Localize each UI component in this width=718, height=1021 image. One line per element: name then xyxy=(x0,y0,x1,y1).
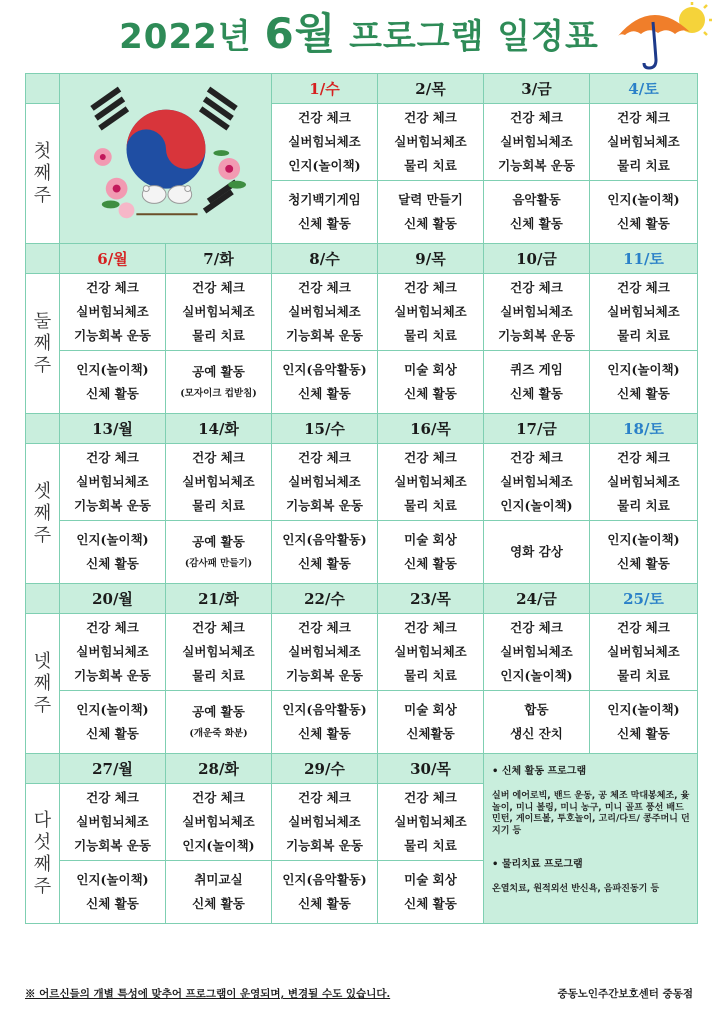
morning-activity-cell xyxy=(378,784,484,861)
morning-activity-line: 건강 체크 xyxy=(86,450,139,465)
week-label xyxy=(26,444,60,584)
afternoon-activity-line: 음악활동 xyxy=(512,192,561,207)
page-title xyxy=(0,6,718,62)
week-label xyxy=(26,104,60,244)
morning-activity-line: 실버힘뇌체조 xyxy=(500,134,573,149)
afternoon-activity-line: 인지(놀이책) xyxy=(76,362,149,377)
afternoon-activity-cell xyxy=(272,351,378,414)
morning-activity-line: 건강 체크 xyxy=(510,280,563,295)
morning-activity-cell xyxy=(272,614,378,691)
afternoon-activity-line: 청기백기게임 xyxy=(288,192,361,207)
morning-activity-line: 건강 체크 xyxy=(298,790,351,805)
morning-activity-line: 실버힘뇌체조 xyxy=(288,134,361,149)
morning-activity-cell xyxy=(166,784,272,861)
date-header: 13/월 xyxy=(60,414,166,444)
morning-activity-cell xyxy=(60,274,166,351)
afternoon-row xyxy=(26,521,698,584)
date-header: 8/수 xyxy=(272,244,378,274)
morning-activity-line: 물리 치료 xyxy=(404,838,457,853)
morning-activity-cell xyxy=(590,444,698,521)
date-header: 29/수 xyxy=(272,754,378,784)
notes-title-therapy: • 물리치료 프로그램 xyxy=(492,859,583,870)
week-label-char: 주 xyxy=(33,875,52,897)
afternoon-activity-line: 인지(놀이책) xyxy=(607,192,680,207)
morning-activity-cell xyxy=(60,784,166,861)
date-header: 21/화 xyxy=(166,584,272,614)
afternoon-row xyxy=(26,351,698,414)
morning-activity-line: 실버힘뇌체조 xyxy=(182,304,255,319)
morning-activity-line: 건강 체크 xyxy=(617,110,670,125)
afternoon-activity-line: 생신 잔치 xyxy=(510,726,563,741)
date-header: 14/화 xyxy=(166,414,272,444)
afternoon-activity-cell xyxy=(378,691,484,754)
morning-activity-line: 건강 체크 xyxy=(404,280,457,295)
afternoon-activity-line: 신체 활동 xyxy=(298,386,351,401)
corner-cell xyxy=(26,414,60,444)
week-label-char: 째 xyxy=(33,502,52,524)
morning-activity-line: 실버힘뇌체조 xyxy=(500,304,573,319)
afternoon-activity-cell xyxy=(272,861,378,924)
program-notes xyxy=(484,754,698,924)
week-label xyxy=(26,614,60,754)
afternoon-activity-cell xyxy=(590,351,698,414)
afternoon-activity-cell xyxy=(166,521,272,584)
week-label-char: 째 xyxy=(33,853,52,875)
morning-activity-line: 실버힘뇌체조 xyxy=(76,304,149,319)
afternoon-activity-line: 인지(음악활동) xyxy=(282,702,367,717)
morning-activity-cell xyxy=(484,104,590,181)
morning-activity-line: 건강 체크 xyxy=(404,620,457,635)
morning-activity-line: 기능회복 운동 xyxy=(74,668,151,683)
morning-activity-line: 실버힘뇌체조 xyxy=(76,474,149,489)
afternoon-activity-cell xyxy=(484,181,590,244)
afternoon-activity-cell xyxy=(378,351,484,414)
afternoon-activity-line: 신체 활동 xyxy=(298,726,351,741)
date-header: 17/금 xyxy=(484,414,590,444)
afternoon-activity-line: 신체 활동 xyxy=(617,386,670,401)
morning-activity-line: 건강 체크 xyxy=(404,110,457,125)
morning-activity-cell xyxy=(378,444,484,521)
afternoon-activity-line: (모자이크 컵받침) xyxy=(180,388,257,399)
morning-activity-cell xyxy=(166,614,272,691)
morning-activity-line: 실버힘뇌체조 xyxy=(607,474,680,489)
afternoon-activity-cell xyxy=(60,691,166,754)
afternoon-activity-line: 인지(음악활동) xyxy=(282,532,367,547)
afternoon-activity-cell xyxy=(590,691,698,754)
afternoon-activity-line: 취미교실 xyxy=(194,872,243,887)
morning-activity-line: 물리 치료 xyxy=(617,498,670,513)
afternoon-activity-line: 신체 활동 xyxy=(617,556,670,571)
afternoon-activity-line: 인지(음악활동) xyxy=(282,362,367,377)
week-label-char: 주 xyxy=(33,524,52,546)
week-label-char: 주 xyxy=(33,694,52,716)
morning-activity-line: 실버힘뇌체조 xyxy=(607,644,680,659)
date-header: 30/목 xyxy=(378,754,484,784)
afternoon-activity-cell xyxy=(272,181,378,244)
afternoon-activity-cell xyxy=(166,351,272,414)
afternoon-activity-cell xyxy=(60,351,166,414)
morning-activity-line: 인지(놀이책) xyxy=(182,838,255,853)
date-header: 28/화 xyxy=(166,754,272,784)
afternoon-activity-line: 신체 활동 xyxy=(86,386,139,401)
morning-activity-cell xyxy=(484,614,590,691)
morning-activity-line: 실버힘뇌체조 xyxy=(607,134,680,149)
morning-activity-line: 건강 체크 xyxy=(404,790,457,805)
afternoon-activity-line: 공예 활동 xyxy=(192,534,245,549)
morning-activity-line: 건강 체크 xyxy=(298,280,351,295)
morning-row xyxy=(26,614,698,691)
afternoon-activity-line: 인지(놀이책) xyxy=(76,702,149,717)
afternoon-activity-line: 신체 활동 xyxy=(404,896,457,911)
morning-activity-cell xyxy=(272,444,378,521)
morning-activity-line: 기능회복 운동 xyxy=(286,498,363,513)
morning-activity-line: 물리 치료 xyxy=(617,328,670,343)
date-header: 11/토 xyxy=(590,244,698,274)
afternoon-activity-line: (감사패 만들기) xyxy=(184,558,253,569)
afternoon-activity-cell xyxy=(484,691,590,754)
date-header: 2/목 xyxy=(378,74,484,104)
morning-activity-line: 인지(놀이책) xyxy=(500,668,573,683)
morning-activity-line: 인지(놀이책) xyxy=(288,158,361,173)
afternoon-activity-cell xyxy=(166,691,272,754)
afternoon-activity-line: 신체 활동 xyxy=(298,896,351,911)
morning-activity-line: 물리 치료 xyxy=(192,498,245,513)
morning-activity-line: 건강 체크 xyxy=(298,450,351,465)
week-label xyxy=(26,784,60,924)
afternoon-activity-line: 신체 활동 xyxy=(510,386,563,401)
week-header-row xyxy=(26,584,698,614)
afternoon-activity-line: 미술 회상 xyxy=(404,702,457,717)
afternoon-row xyxy=(26,691,698,754)
morning-activity-line: 실버힘뇌체조 xyxy=(394,304,467,319)
morning-activity-line: 기능회복 운동 xyxy=(286,838,363,853)
notes-body-therapy: 온열치료, 원적외선 반신욕, 음파진동기 등 xyxy=(492,884,660,894)
date-header: 16/목 xyxy=(378,414,484,444)
morning-activity-line: 기능회복 운동 xyxy=(74,498,151,513)
afternoon-activity-cell xyxy=(484,521,590,584)
afternoon-activity-line: 미술 회상 xyxy=(404,532,457,547)
morning-activity-cell xyxy=(378,274,484,351)
week-label-char: 셋 xyxy=(33,480,52,502)
date-header: 23/목 xyxy=(378,584,484,614)
afternoon-activity-line: 신체활동 xyxy=(406,726,455,741)
morning-activity-line: 실버힘뇌체조 xyxy=(394,644,467,659)
footer-organization: 중동노인주간보호센터 중동점 xyxy=(557,988,693,1000)
morning-activity-cell xyxy=(272,104,378,181)
afternoon-activity-line: (개운죽 화분) xyxy=(189,728,248,739)
morning-activity-line: 실버힘뇌체조 xyxy=(394,134,467,149)
afternoon-activity-line: 공예 활동 xyxy=(192,704,245,719)
morning-activity-line: 실버힘뇌체조 xyxy=(288,474,361,489)
week-label xyxy=(26,274,60,414)
morning-activity-line: 실버힘뇌체조 xyxy=(500,474,573,489)
afternoon-activity-cell xyxy=(166,861,272,924)
morning-activity-line: 실버힘뇌체조 xyxy=(394,474,467,489)
morning-activity-line: 건강 체크 xyxy=(86,790,139,805)
morning-activity-line: 건강 체크 xyxy=(86,620,139,635)
morning-activity-cell xyxy=(60,444,166,521)
afternoon-activity-cell xyxy=(272,691,378,754)
morning-activity-line: 실버힘뇌체조 xyxy=(288,814,361,829)
morning-activity-line: 실버힘뇌체조 xyxy=(607,304,680,319)
morning-activity-line: 건강 체크 xyxy=(510,450,563,465)
morning-activity-cell xyxy=(590,104,698,181)
date-header: 18/토 xyxy=(590,414,698,444)
notes-body-physical: 실버 에어로빅, 밴드 운동, 공 체조 막대봉체조, 윷놀이, 미니 볼링, 미니 농구, 미니 골프 풍선 배드민턴, 게이트볼, 투호놀이, 고리/다트/ 콩주머니 던지기 등 xyxy=(492,791,690,836)
week-header-row xyxy=(26,754,698,784)
flag-illustration-cell xyxy=(60,74,272,244)
date-header: 27/월 xyxy=(60,754,166,784)
morning-activity-cell xyxy=(484,274,590,351)
afternoon-activity-cell xyxy=(272,521,378,584)
morning-activity-line: 기능회복 운동 xyxy=(286,328,363,343)
date-header: 25/토 xyxy=(590,584,698,614)
morning-activity-line: 건강 체크 xyxy=(192,620,245,635)
corner-cell xyxy=(26,74,60,104)
afternoon-activity-cell xyxy=(590,521,698,584)
morning-activity-line: 실버힘뇌체조 xyxy=(76,644,149,659)
date-header: 7/화 xyxy=(166,244,272,274)
corner-cell xyxy=(26,584,60,614)
week-label-char: 넷 xyxy=(33,650,52,672)
morning-activity-line: 실버힘뇌체조 xyxy=(500,644,573,659)
umbrella-sun-icon xyxy=(612,2,716,74)
afternoon-activity-line: 신체 활동 xyxy=(404,556,457,571)
week-label-char: 째 xyxy=(33,332,52,354)
week-label-char: 섯 xyxy=(33,831,52,853)
afternoon-activity-line: 신체 활동 xyxy=(192,896,245,911)
week-label-char: 째 xyxy=(33,162,52,184)
afternoon-activity-line: 미술 회상 xyxy=(404,872,457,887)
afternoon-activity-cell xyxy=(378,181,484,244)
morning-activity-cell xyxy=(60,614,166,691)
footer-disclaimer: ※ 어르신들의 개별 특성에 맞추어 프로그램이 운영되며, 변경될 수도 있습니다. xyxy=(25,988,391,1000)
date-header: 10/금 xyxy=(484,244,590,274)
morning-activity-line: 건강 체크 xyxy=(510,110,563,125)
afternoon-activity-line: 영화 감상 xyxy=(510,544,563,559)
morning-activity-line: 기능회복 운동 xyxy=(498,158,575,173)
week-label-char: 둘 xyxy=(33,310,52,332)
date-header: 4/토 xyxy=(590,74,698,104)
taegeukgi-flag-illustration xyxy=(66,78,266,236)
morning-activity-line: 건강 체크 xyxy=(192,790,245,805)
afternoon-activity-line: 공예 활동 xyxy=(192,364,245,379)
date-header: 9/목 xyxy=(378,244,484,274)
morning-activity-line: 실버힘뇌체조 xyxy=(182,814,255,829)
afternoon-activity-cell xyxy=(484,351,590,414)
schedule-table xyxy=(25,73,698,924)
date-header: 3/금 xyxy=(484,74,590,104)
afternoon-activity-line: 신체 활동 xyxy=(617,216,670,231)
morning-activity-line: 기능회복 운동 xyxy=(74,838,151,853)
morning-activity-line: 건강 체크 xyxy=(404,450,457,465)
morning-activity-line: 실버힘뇌체조 xyxy=(76,814,149,829)
afternoon-activity-line: 신체 활동 xyxy=(617,726,670,741)
morning-activity-line: 실버힘뇌체조 xyxy=(182,644,255,659)
morning-activity-line: 물리 치료 xyxy=(404,498,457,513)
title-text: 2022년 6월 프로그램 일정표 xyxy=(119,9,599,58)
afternoon-activity-line: 신체 활동 xyxy=(86,726,139,741)
morning-row xyxy=(26,444,698,521)
morning-activity-line: 물리 치료 xyxy=(192,328,245,343)
morning-activity-line: 실버힘뇌체조 xyxy=(288,304,361,319)
morning-activity-line: 실버힘뇌체조 xyxy=(288,644,361,659)
afternoon-activity-line: 신체 활동 xyxy=(404,216,457,231)
date-header: 6/월 xyxy=(60,244,166,274)
morning-activity-line: 건강 체크 xyxy=(192,450,245,465)
afternoon-activity-line: 신체 활동 xyxy=(510,216,563,231)
morning-activity-cell xyxy=(378,104,484,181)
date-header: 1/수 xyxy=(272,74,378,104)
afternoon-activity-line: 인지(놀이책) xyxy=(607,362,680,377)
morning-activity-line: 실버힘뇌체조 xyxy=(394,814,467,829)
afternoon-activity-line: 신체 활동 xyxy=(298,216,351,231)
morning-activity-line: 건강 체크 xyxy=(298,620,351,635)
date-header: 20/월 xyxy=(60,584,166,614)
morning-activity-line: 물리 치료 xyxy=(617,158,670,173)
afternoon-activity-cell xyxy=(378,521,484,584)
afternoon-activity-line: 달력 만들기 xyxy=(398,192,463,207)
morning-activity-line: 물리 치료 xyxy=(404,328,457,343)
afternoon-activity-line: 인지(놀이책) xyxy=(607,532,680,547)
morning-activity-line: 건강 체크 xyxy=(192,280,245,295)
morning-activity-line: 건강 체크 xyxy=(86,280,139,295)
morning-activity-cell xyxy=(378,614,484,691)
date-header: 22/수 xyxy=(272,584,378,614)
morning-activity-line: 실버힘뇌체조 xyxy=(182,474,255,489)
afternoon-activity-line: 신체 활동 xyxy=(86,896,139,911)
morning-activity-line: 건강 체크 xyxy=(617,280,670,295)
afternoon-activity-line: 퀴즈 게임 xyxy=(510,362,563,377)
afternoon-activity-line: 미술 회상 xyxy=(404,362,457,377)
morning-activity-cell xyxy=(590,274,698,351)
week-header-row xyxy=(26,74,698,104)
afternoon-activity-line: 인지(음악활동) xyxy=(282,872,367,887)
afternoon-activity-line: 합동 xyxy=(524,702,549,717)
date-header: 15/수 xyxy=(272,414,378,444)
afternoon-activity-line: 신체 활동 xyxy=(86,556,139,571)
morning-activity-cell xyxy=(166,274,272,351)
morning-activity-cell xyxy=(272,274,378,351)
corner-cell xyxy=(26,754,60,784)
afternoon-activity-line: 인지(놀이책) xyxy=(76,872,149,887)
morning-activity-line: 기능회복 운동 xyxy=(74,328,151,343)
week-label-char: 주 xyxy=(33,184,52,206)
morning-activity-line: 건강 체크 xyxy=(298,110,351,125)
morning-activity-line: 건강 체크 xyxy=(617,620,670,635)
morning-activity-line: 기능회복 운동 xyxy=(286,668,363,683)
afternoon-activity-cell xyxy=(60,861,166,924)
week-label-char: 다 xyxy=(33,809,52,831)
week-label-char: 첫 xyxy=(33,140,52,162)
date-header: 24/금 xyxy=(484,584,590,614)
afternoon-activity-line: 신체 활동 xyxy=(298,556,351,571)
morning-activity-line: 기능회복 운동 xyxy=(498,328,575,343)
morning-activity-line: 물리 치료 xyxy=(404,668,457,683)
afternoon-activity-line: 인지(놀이책) xyxy=(607,702,680,717)
morning-activity-line: 물리 치료 xyxy=(192,668,245,683)
morning-activity-line: 인지(놀이책) xyxy=(500,498,573,513)
corner-cell xyxy=(26,244,60,274)
afternoon-activity-cell xyxy=(590,181,698,244)
morning-activity-line: 건강 체크 xyxy=(617,450,670,465)
week-header-row xyxy=(26,244,698,274)
week-label-char: 주 xyxy=(33,354,52,376)
afternoon-activity-line: 인지(놀이책) xyxy=(76,532,149,547)
notes-title-physical: • 신체 활동 프로그램 xyxy=(492,766,587,777)
morning-activity-cell xyxy=(590,614,698,691)
afternoon-activity-cell xyxy=(60,521,166,584)
morning-activity-cell xyxy=(166,444,272,521)
afternoon-activity-line: 신체 활동 xyxy=(404,386,457,401)
morning-activity-cell xyxy=(484,444,590,521)
afternoon-activity-cell xyxy=(378,861,484,924)
morning-activity-line: 건강 체크 xyxy=(510,620,563,635)
week-header-row xyxy=(26,414,698,444)
week-label-char: 째 xyxy=(33,672,52,694)
morning-activity-line: 물리 치료 xyxy=(617,668,670,683)
morning-activity-cell xyxy=(272,784,378,861)
morning-activity-line: 물리 치료 xyxy=(404,158,457,173)
morning-row xyxy=(26,274,698,351)
